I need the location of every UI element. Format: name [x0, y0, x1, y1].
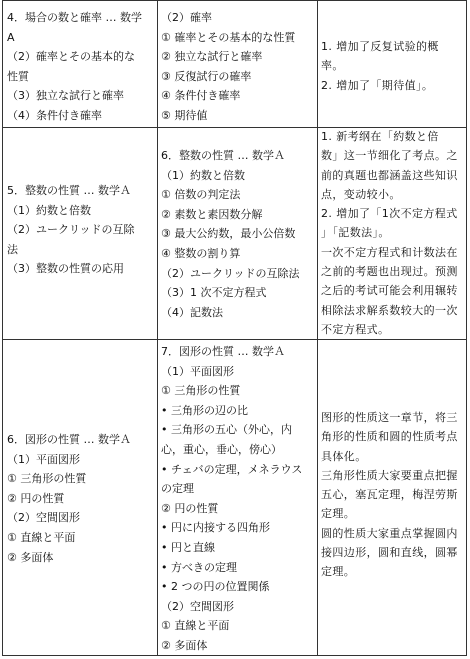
row1-old-line: A — [7, 30, 15, 44]
row2-change-line: 2. 增加了「1次不定方程式 — [321, 207, 458, 221]
row1-old-line: 4．場合の数と確率 … 数学 — [7, 11, 142, 24]
row3-old-line: （1）平面図形 — [7, 452, 80, 466]
row3-new-line: • 方べきの定理 — [161, 560, 237, 574]
row1-old-line: （2）確率とその基本的な — [7, 50, 135, 64]
row3-new-line: • 三角形の五心（外心，内 — [161, 423, 292, 437]
row2-changes — [321, 127, 466, 339]
column-divider — [317, 1, 318, 655]
row3-old-line: ② 多面体 — [7, 550, 54, 564]
row3-new-line: ① 三角形の性質 — [161, 384, 241, 398]
row1-change-line: 2. 增加了「期待值」。 — [321, 78, 434, 92]
row3-new-line: 7．図形の性質 … 数学Ａ — [161, 345, 285, 358]
row3-new-line: ① 直線と平面 — [161, 619, 230, 633]
row1-change-line: 率。 — [321, 59, 344, 73]
row2-new-line: （1）約数と倍数 — [161, 168, 245, 182]
row3-new-line: • チェバの定理，メネラウス — [161, 462, 303, 476]
row1-change-line: 1. 增加了反复试验的概 — [321, 40, 439, 53]
row1-new-line: （2）確率 — [161, 11, 212, 24]
row2-change-line: 」「記数法」。 — [321, 226, 390, 240]
row3-change-line: 五心，塞瓦定理，梅涅劳斯 — [321, 488, 458, 502]
row3-new-syllabus — [161, 342, 315, 656]
row3-old-line: ① 直線と平面 — [7, 530, 76, 544]
row1-new-line: ① 確率とその基本的な性質 — [161, 30, 296, 44]
row3-new-line: ② 多面体 — [161, 638, 208, 652]
row2-old-syllabus — [7, 181, 155, 279]
row2-change-line: 点，变动较小。 — [321, 187, 401, 201]
row2-new-syllabus — [161, 146, 315, 322]
row2-new-line: ② 素数と素因数分解 — [161, 207, 263, 221]
row1-old-syllabus — [7, 8, 155, 126]
row2-old-line: 5．整数の性質 … 数学Ａ — [7, 184, 131, 197]
row3-old-line: ① 三角形の性質 — [7, 472, 87, 486]
row2-old-line: （1）約数と倍数 — [7, 203, 91, 217]
row3-change-line: 定理。 — [321, 507, 356, 521]
row2-old-line: （2）ユークリッドの互除 — [7, 223, 135, 237]
row3-new-line: （1）平面図形 — [161, 364, 234, 378]
row3-old-line: （2）空間図形 — [7, 511, 80, 525]
row2-new-line: ③ 最大公約数，最小公倍数 — [161, 227, 296, 241]
row1-old-line: （3）独立な試行と確率 — [7, 89, 124, 103]
row3-changes — [321, 408, 466, 582]
row3-old-line: ② 円の性質 — [7, 491, 65, 505]
row2-change-line: 之后的考试可能会利用辗转 — [321, 284, 458, 298]
row2-new-line: （4）記数法 — [161, 305, 223, 319]
column-divider — [157, 1, 158, 655]
row2-new-line: ① 倍数の判定法 — [161, 188, 241, 202]
row2-new-line: 6．整数の性質 … 数学Ａ — [161, 149, 285, 162]
row1-new-syllabus — [161, 8, 315, 126]
row2-change-line: 数」这一节细化了考点。之 — [321, 149, 458, 163]
row1-new-line: ⑤ 期待値 — [161, 108, 208, 122]
row3-change-line: 具体化。 — [321, 449, 367, 463]
row3-old-line: 6．図形の性質 … 数学Ａ — [7, 433, 131, 446]
row3-new-line: • 円に内接する四角形 — [161, 521, 270, 535]
row3-change-line: 角形的性质和圆的性质考点 — [321, 430, 458, 444]
row2-change-line: 相除法求解系数较大的一次 — [321, 303, 458, 317]
row2-new-line: ④ 整数の割り算 — [161, 246, 241, 260]
row1-changes — [321, 37, 466, 95]
row3-change-line: 圆的性质大家重点掌握圆内 — [321, 526, 458, 540]
row2-new-line: （2）ユークリッドの互除法 — [161, 266, 300, 280]
row2-old-line: （3）整数の性質の応用 — [7, 262, 124, 276]
row3-new-line: • 2 つの円の位置関係 — [161, 580, 270, 594]
row3-change-line: 图形的性质这一章节，将三 — [321, 411, 458, 424]
row3-old-syllabus — [7, 430, 155, 567]
row3-new-line: の定理 — [161, 482, 194, 496]
row1-old-line: （4）条件付き確率 — [7, 108, 102, 122]
row2-old-line: 法 — [7, 242, 18, 256]
row3-change-line: 定理。 — [321, 565, 356, 579]
row2-change-line: 1. 新考纲在「約数と倍 — [321, 130, 439, 143]
row2-change-line: 之前的考题也出现过。预测 — [321, 265, 458, 279]
row3-new-line: 心，重心，垂心，傍心） — [161, 442, 282, 456]
row1-new-line: ④ 条件付き確率 — [161, 89, 241, 103]
row3-change-line: 接四边形，圆和直线，圆幂 — [321, 546, 458, 560]
row2-change-line: 不定方程式。 — [321, 322, 390, 336]
row3-new-line: （2）空間図形 — [161, 599, 234, 613]
comparison-table — [2, 0, 467, 656]
row3-new-line: • 円と直線 — [161, 540, 215, 554]
row3-new-line: • 三角形の辺の比 — [161, 403, 248, 417]
row3-change-line: 三角形性质大家要重点把握 — [321, 468, 458, 482]
row1-new-line: ③ 反復試行の確率 — [161, 69, 252, 83]
row1-old-line: 性質 — [7, 69, 29, 83]
row1-new-line: ② 独立な試行と確率 — [161, 50, 263, 64]
row2-new-line: （3）1 次不定方程式 — [161, 286, 267, 300]
row2-change-line: 前的真题也都涵盖这些知识 — [321, 168, 458, 182]
row3-new-line: ② 円の性質 — [161, 501, 219, 515]
row2-change-line: 一次不定方程式和计数法在 — [321, 245, 458, 259]
